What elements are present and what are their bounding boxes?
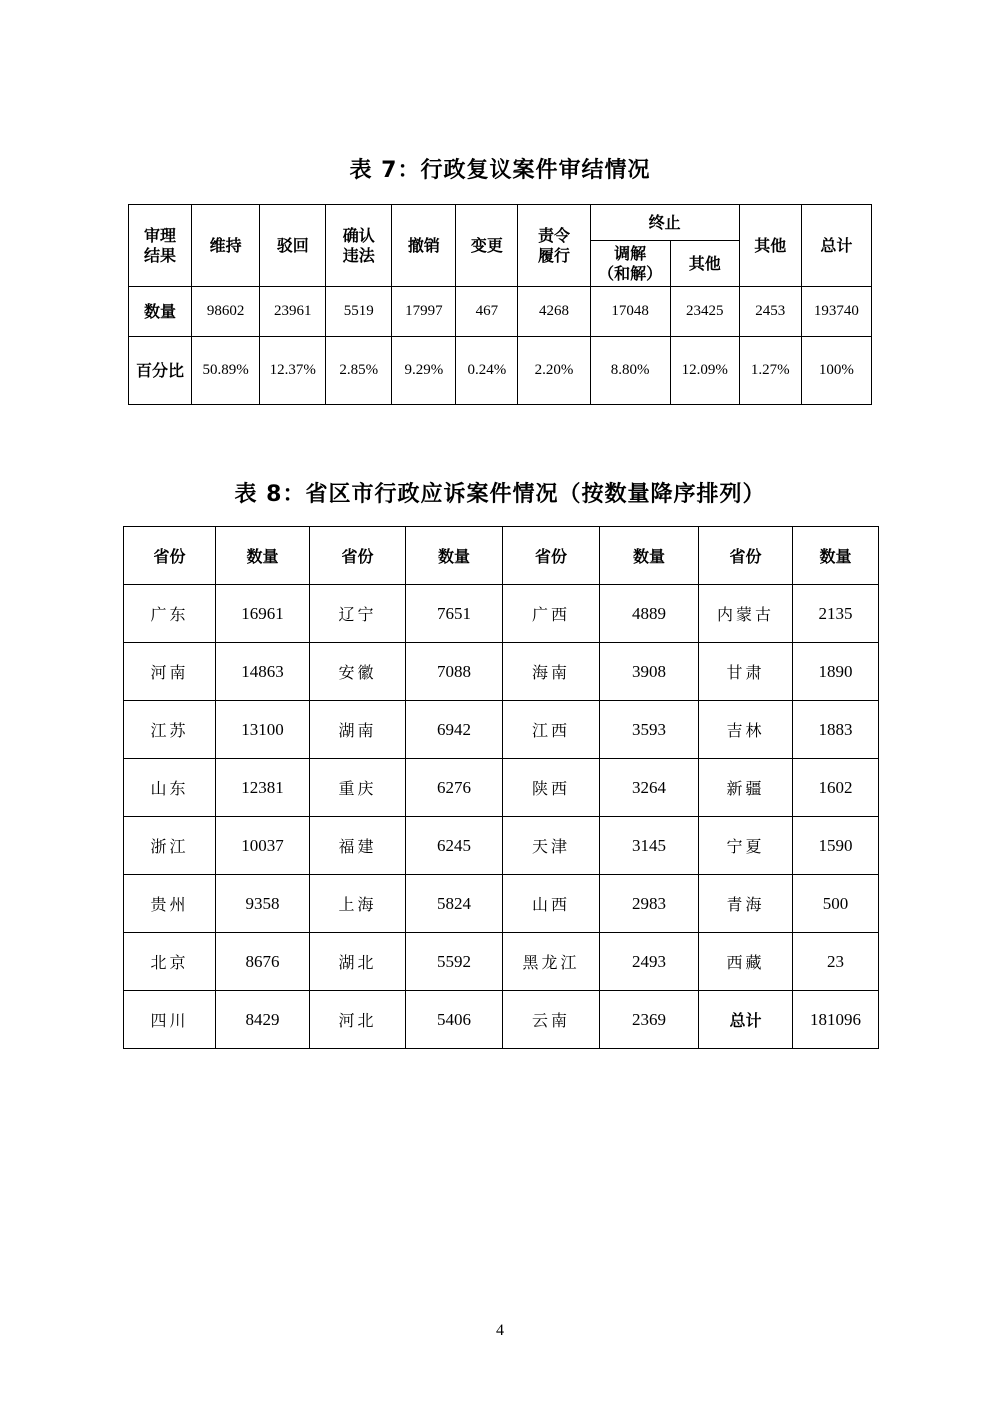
cell: 23961 xyxy=(260,287,326,337)
table8-row xyxy=(124,585,879,643)
count-cell: 3264 xyxy=(600,759,699,817)
cell: 5519 xyxy=(326,287,392,337)
cell: 1.27% xyxy=(739,337,801,405)
table7-header-termination: 终止 xyxy=(590,205,739,241)
row-label: 数量 xyxy=(129,287,192,337)
province-cell: 天津 xyxy=(503,817,600,875)
table7-header-col: 维持 xyxy=(192,205,260,287)
count-cell: 10037 xyxy=(216,817,310,875)
count-cell: 23 xyxy=(793,933,879,991)
cell: 12.37% xyxy=(260,337,326,405)
cell: 12.09% xyxy=(670,337,739,405)
cell: 17048 xyxy=(590,287,670,337)
province-cell: 重庆 xyxy=(310,759,406,817)
province-cell: 青海 xyxy=(699,875,793,933)
province-cell: 河北 xyxy=(310,991,406,1049)
count-cell: 2135 xyxy=(793,585,879,643)
row-label: 百分比 xyxy=(129,337,192,405)
table7-header-termination-other: 其他 xyxy=(670,241,739,287)
count-cell: 5592 xyxy=(406,933,503,991)
province-cell: 山西 xyxy=(503,875,600,933)
count-cell: 12381 xyxy=(216,759,310,817)
table8-title: 表 8：省区市行政应诉案件情况（按数量降序排列） xyxy=(234,482,766,507)
count-header: 数量 xyxy=(216,527,310,585)
count-cell: 7088 xyxy=(406,643,503,701)
province-cell: 云南 xyxy=(503,991,600,1049)
cell: 2453 xyxy=(739,287,801,337)
count-cell: 1890 xyxy=(793,643,879,701)
count-cell: 3593 xyxy=(600,701,699,759)
count-header: 数量 xyxy=(406,527,503,585)
total-label: 总计 xyxy=(699,991,793,1049)
count-cell: 1590 xyxy=(793,817,879,875)
table7-header-other: 其他 xyxy=(739,205,801,287)
province-cell: 广西 xyxy=(503,585,600,643)
count-cell: 3145 xyxy=(600,817,699,875)
province-header: 省份 xyxy=(310,527,406,585)
province-cell: 贵州 xyxy=(124,875,216,933)
cell: 467 xyxy=(456,287,518,337)
province-cell: 安徽 xyxy=(310,643,406,701)
province-cell: 甘肃 xyxy=(699,643,793,701)
total-value: 181096 xyxy=(793,991,879,1049)
province-cell: 四川 xyxy=(124,991,216,1049)
cell: 0.24% xyxy=(456,337,518,405)
table8-row xyxy=(124,759,879,817)
province-cell: 辽宁 xyxy=(310,585,406,643)
count-cell: 5824 xyxy=(406,875,503,933)
count-cell: 5406 xyxy=(406,991,503,1049)
count-cell: 8429 xyxy=(216,991,310,1049)
province-cell: 河南 xyxy=(124,643,216,701)
province-cell: 福建 xyxy=(310,817,406,875)
cell: 23425 xyxy=(670,287,739,337)
table7-header-col: 确认 违法 xyxy=(326,205,392,287)
cell: 17997 xyxy=(392,287,456,337)
province-cell: 广东 xyxy=(124,585,216,643)
table8-header-row xyxy=(124,527,879,585)
count-cell: 13100 xyxy=(216,701,310,759)
province-header: 省份 xyxy=(503,527,600,585)
table8-row xyxy=(124,875,879,933)
cell: 2.20% xyxy=(518,337,590,405)
count-cell: 1602 xyxy=(793,759,879,817)
count-cell: 6276 xyxy=(406,759,503,817)
count-cell: 7651 xyxy=(406,585,503,643)
table7-row-count xyxy=(129,287,872,337)
count-cell: 14863 xyxy=(216,643,310,701)
table8-row xyxy=(124,991,879,1049)
province-cell: 江苏 xyxy=(124,701,216,759)
province-cell: 陕西 xyxy=(503,759,600,817)
province-cell: 江西 xyxy=(503,701,600,759)
header-text: 审理 结果 xyxy=(144,225,177,265)
table8 xyxy=(123,526,879,1049)
table7 xyxy=(128,204,872,405)
count-cell: 2493 xyxy=(600,933,699,991)
table7-title: 表 7：行政复议案件审结情况 xyxy=(349,158,651,183)
province-cell: 山东 xyxy=(124,759,216,817)
cell: 100% xyxy=(801,337,871,405)
table7-header-col: 责令 履行 xyxy=(518,205,590,287)
cell: 193740 xyxy=(801,287,871,337)
province-header: 省份 xyxy=(124,527,216,585)
table8-row xyxy=(124,817,879,875)
table7-header-col: 驳回 xyxy=(260,205,326,287)
province-cell: 新疆 xyxy=(699,759,793,817)
table8-row xyxy=(124,701,879,759)
count-cell: 9358 xyxy=(216,875,310,933)
province-cell: 宁夏 xyxy=(699,817,793,875)
province-cell: 浙江 xyxy=(124,817,216,875)
cell: 2.85% xyxy=(326,337,392,405)
province-cell: 西藏 xyxy=(699,933,793,991)
table7-header-col: 变更 xyxy=(456,205,518,287)
table7-header-mediation: 调解 （和解） xyxy=(590,241,670,287)
province-cell: 湖北 xyxy=(310,933,406,991)
cell: 50.89% xyxy=(192,337,260,405)
count-cell: 4889 xyxy=(600,585,699,643)
province-cell: 湖南 xyxy=(310,701,406,759)
table7-row-percent xyxy=(129,337,872,405)
cell: 9.29% xyxy=(392,337,456,405)
page-number: 4 xyxy=(496,1322,504,1339)
count-cell: 6942 xyxy=(406,701,503,759)
table7-header-corner xyxy=(129,205,192,287)
table7-header-col: 撤销 xyxy=(392,205,456,287)
count-cell: 2369 xyxy=(600,991,699,1049)
cell: 98602 xyxy=(192,287,260,337)
count-cell: 16961 xyxy=(216,585,310,643)
province-cell: 内蒙古 xyxy=(699,585,793,643)
province-cell: 北京 xyxy=(124,933,216,991)
table8-row xyxy=(124,933,879,991)
count-cell: 6245 xyxy=(406,817,503,875)
count-cell: 500 xyxy=(793,875,879,933)
count-cell: 8676 xyxy=(216,933,310,991)
province-cell: 吉林 xyxy=(699,701,793,759)
count-header: 数量 xyxy=(600,527,699,585)
count-cell: 3908 xyxy=(600,643,699,701)
count-cell: 1883 xyxy=(793,701,879,759)
table8-row xyxy=(124,643,879,701)
count-cell: 2983 xyxy=(600,875,699,933)
province-cell: 上海 xyxy=(310,875,406,933)
count-header: 数量 xyxy=(793,527,879,585)
province-cell: 黑龙江 xyxy=(503,933,600,991)
cell: 8.80% xyxy=(590,337,670,405)
province-cell: 海南 xyxy=(503,643,600,701)
cell: 4268 xyxy=(518,287,590,337)
province-header: 省份 xyxy=(699,527,793,585)
table7-header-total: 总计 xyxy=(801,205,871,287)
